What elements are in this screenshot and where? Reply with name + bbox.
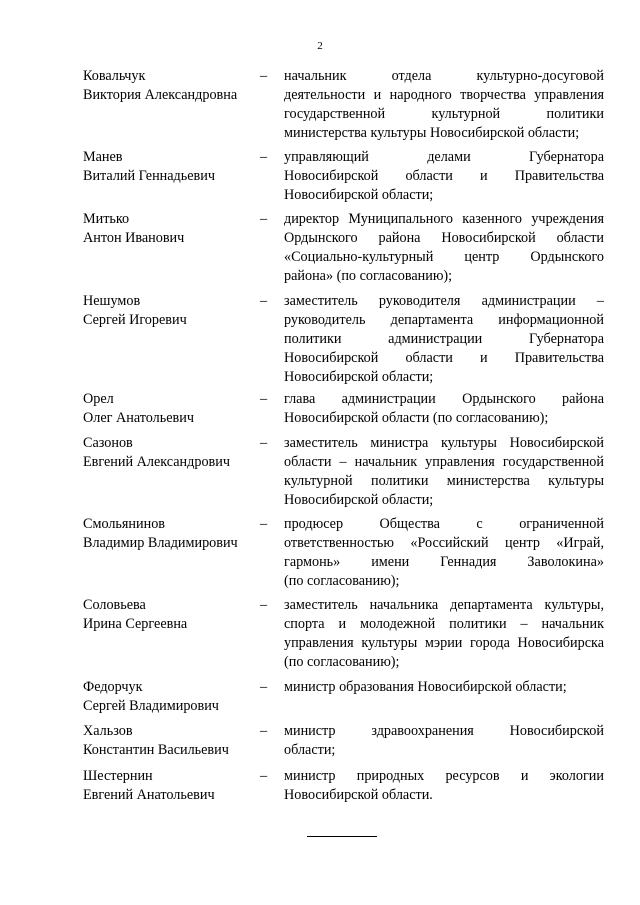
member-role: [284, 434, 604, 510]
member-name: [83, 434, 255, 472]
member-given-names: Антон Иванович: [83, 230, 185, 246]
member-name: [83, 67, 255, 105]
member-entry: [0, 210, 640, 290]
member-role-line: начальник отдела культурно-досуговой: [284, 68, 604, 84]
member-surname: Нешумов: [83, 293, 141, 309]
member-role-line: министерства культуры Новосибирской области;: [284, 125, 580, 141]
member-surname: Хальзов: [83, 723, 133, 739]
member-surname: Орел: [83, 391, 114, 407]
member-role-line: руководитель департамента информационной: [284, 312, 604, 328]
member-role: [284, 292, 604, 387]
member-role: [284, 596, 604, 672]
member-name: [83, 722, 255, 760]
member-role-line: Новосибирской области;: [284, 187, 434, 203]
member-role-line: спорта и молодежной политики – начальник: [284, 616, 604, 632]
member-role-line: заместитель начальника департамента культуры,: [284, 597, 604, 613]
member-role-line: (по согласованию);: [284, 573, 400, 589]
member-role: [284, 67, 604, 143]
member-role-line: министр природных ресурсов и экологии: [284, 768, 604, 784]
member-role-line: ответственностью «Российский центр «Играй,: [284, 535, 604, 551]
member-role-line: Новосибирской области (по согласованию);: [284, 410, 549, 426]
member-name: [83, 515, 255, 553]
member-role-line: Новосибирской области.: [284, 787, 433, 803]
member-role-line: Новосибирской области и Правительства: [284, 350, 604, 366]
member-dash: –: [260, 516, 268, 532]
member-given-names: Сергей Игоревич: [83, 312, 187, 328]
member-given-names: Евгений Александрович: [83, 454, 230, 470]
member-role-line: заместитель руководителя администрации –: [284, 293, 604, 309]
member-surname: Соловьева: [83, 597, 146, 613]
member-role-line: Новосибирской области и Правительства: [284, 168, 604, 184]
member-role-line: продюсер Общества с ограниченной: [284, 516, 604, 532]
member-role: [284, 148, 604, 205]
member-role-line: района» (по согласованию);: [284, 268, 453, 284]
member-dash: –: [260, 723, 268, 739]
member-given-names: Евгений Анатольевич: [83, 787, 215, 803]
member-dash: –: [260, 149, 268, 165]
member-dash: –: [260, 597, 268, 613]
member-role-line: (по согласованию);: [284, 654, 400, 670]
member-surname: Смольянинов: [83, 516, 165, 532]
member-surname: Сазонов: [83, 435, 133, 451]
member-role-line: деятельности и народного творчества управления: [284, 87, 604, 103]
member-dash: –: [260, 211, 268, 227]
member-surname: Шестернин: [83, 768, 153, 784]
member-surname: Манев: [83, 149, 123, 165]
member-role-line: политики администрации Губернатора: [284, 331, 604, 347]
member-given-names: Виталий Геннадьевич: [83, 168, 215, 184]
member-given-names: Владимир Владимирович: [83, 535, 238, 551]
member-dash: –: [260, 391, 268, 407]
member-role-line: культурной политики министерства культуры: [284, 473, 604, 489]
member-given-names: Виктория Александровна: [83, 87, 238, 103]
member-entry: [0, 67, 640, 147]
member-dash: –: [260, 768, 268, 784]
member-entry: [0, 434, 640, 514]
member-role: [284, 210, 604, 286]
member-role-line: Новосибирской области;: [284, 369, 434, 385]
member-role-line: глава администрации Ордынского района: [284, 391, 604, 407]
member-role-line: министр образования Новосибирской области;: [284, 679, 567, 695]
member-role: [284, 390, 604, 428]
member-surname: Ковальчук: [83, 68, 146, 84]
member-role-line: управления культуры мэрии города Новосибирска: [284, 635, 604, 651]
member-role-line: гармонь» имени Геннадия Заволокина»: [284, 554, 604, 570]
member-name: [83, 390, 255, 428]
member-role: [284, 515, 604, 591]
member-role-line: области;: [284, 742, 336, 758]
member-role-line: Новосибирской области;: [284, 492, 434, 508]
member-role-line: государственной культурной политики: [284, 106, 604, 122]
member-role: [284, 678, 604, 697]
member-entry: [0, 767, 640, 847]
member-given-names: Ирина Сергеевна: [83, 616, 188, 632]
member-entry: [0, 292, 640, 385]
page-number: 2: [317, 40, 323, 52]
member-name: [83, 678, 255, 716]
member-name: [83, 596, 255, 634]
member-role-line: заместитель министра культуры Новосибирской: [284, 435, 604, 451]
member-role-line: Ордынского района Новосибирской области: [284, 230, 604, 246]
member-given-names: Константин Васильевич: [83, 742, 229, 758]
member-entry: [0, 515, 640, 595]
member-role: [284, 722, 604, 760]
member-given-names: Олег Анатольевич: [83, 410, 194, 426]
member-role-line: «Социально-культурный центр Ордынского: [284, 249, 604, 265]
member-entry: [0, 596, 640, 676]
member-dash: –: [260, 293, 268, 309]
member-role-line: управляющий делами Губернатора: [284, 149, 604, 165]
member-surname: Митько: [83, 211, 130, 227]
member-name: [83, 292, 255, 330]
member-role-line: директор Муниципального казенного учреждения: [284, 211, 604, 227]
member-role: [284, 767, 604, 805]
member-name: [83, 767, 255, 805]
member-role-line: министр здравоохранения Новосибирской: [284, 723, 604, 739]
member-name: [83, 210, 255, 248]
member-dash: –: [260, 679, 268, 695]
member-role-line: области – начальник управления государственной: [284, 454, 604, 470]
member-given-names: Сергей Владимирович: [83, 698, 219, 714]
footer-rule: [307, 836, 377, 837]
member-dash: –: [260, 435, 268, 451]
member-name: [83, 148, 255, 186]
member-dash: –: [260, 68, 268, 84]
member-surname: Федорчук: [83, 679, 143, 695]
